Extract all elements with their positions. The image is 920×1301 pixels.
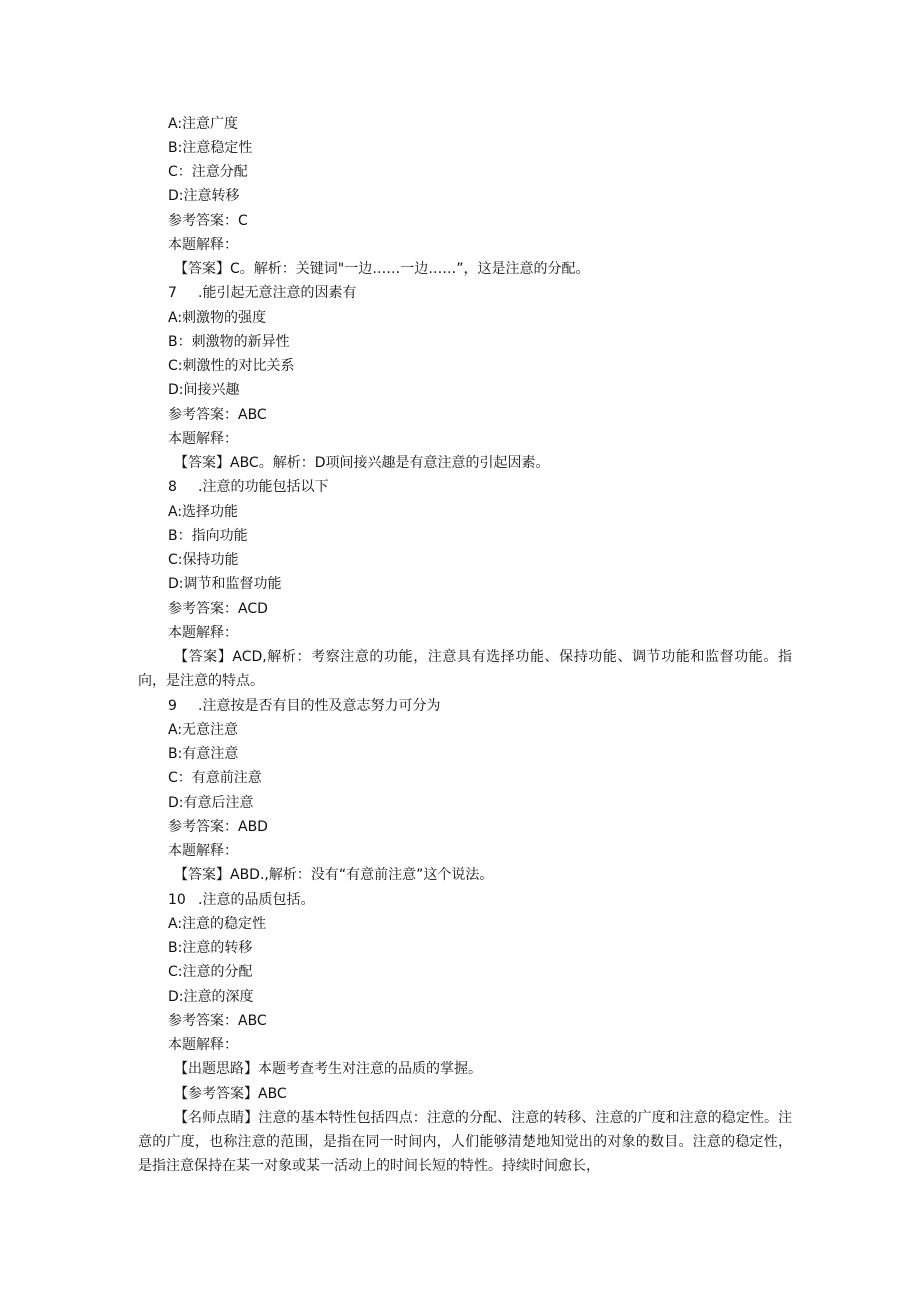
q10-explain-label: 本题解释：: [168, 1037, 238, 1053]
q9-option-a: A:无意注意: [168, 722, 239, 738]
q7-stem: [168, 284, 356, 302]
q8-explanation: 【答案】ACD,解析：考察注意的功能，注意具有选择功能、保持功能、调节功能和监督功能。指向，是注意的特点。: [138, 649, 792, 689]
q7-option-b: B：刺激物的新异性: [168, 334, 290, 350]
q8-option-c: C:保持功能: [168, 552, 239, 568]
q9-stem: [168, 697, 440, 715]
q9-answer: 参考答案：ABD: [168, 819, 268, 835]
q7-explain-label: 本题解释：: [168, 431, 238, 447]
q10-option-d: D:注意的深度: [168, 989, 254, 1005]
q9-stem-text: .注意按是否有目的性及意志努力可分为: [198, 698, 441, 714]
q7-option-a: A:刺激物的强度: [168, 310, 267, 326]
q10-answer: 参考答案：ABC: [168, 1013, 267, 1029]
q7-number: 7: [168, 285, 177, 301]
q10-idea: 【出题思路】本题考查考生对注意的品质的掌握。: [174, 1061, 482, 1077]
q8-answer: 参考答案：ACD: [168, 601, 268, 617]
q9-explanation: 【答案】ABD.,解析：没有“有意前注意”这个说法。: [174, 867, 494, 883]
q10-stem-text: .注意的品质包括。: [198, 892, 315, 908]
q8-option-a: A:选择功能: [168, 504, 239, 520]
q8-stem-text: .注意的功能包括以下: [198, 479, 329, 495]
q8-explain-label: 本题解释：: [168, 625, 238, 641]
q7-stem-text: .能引起无意注意的因素有: [198, 285, 357, 301]
q10-option-b: B:注意的转移: [168, 940, 253, 956]
q10-ref-answer: 【参考答案】ABC: [174, 1086, 287, 1102]
q7-option-c: C:刺激性的对比关系: [168, 358, 295, 374]
q6-option-b: B:注意稳定性: [168, 140, 253, 156]
q10-option-a: A:注意的稳定性: [168, 916, 267, 932]
q6-answer: 参考答案：C: [168, 213, 248, 229]
q8-number: 8: [168, 479, 177, 495]
q7-answer: 参考答案：ABC: [168, 407, 267, 423]
q6-option-a: A:注意广度: [168, 116, 239, 132]
q8-option-b: B：指向功能: [168, 528, 248, 544]
q7-explanation: 【答案】ABC。解析：D项间接兴趣是有意注意的引起因素。: [174, 455, 550, 471]
q8-stem: [168, 478, 328, 496]
q10-number: 10: [168, 892, 186, 908]
q8-option-d: D:调节和监督功能: [168, 576, 282, 592]
q9-option-c: C：有意前注意: [168, 770, 262, 786]
q9-explain-label: 本题解释：: [168, 843, 238, 859]
q9-number: 9: [168, 698, 177, 714]
q7-option-d: D:间接兴趣: [168, 382, 240, 398]
q6-explanation: 【答案】C。解析：关键词"一边……一边……”，这是注意的分配。: [174, 261, 590, 277]
q9-option-d: D:有意后注意: [168, 795, 254, 811]
q6-option-d: D:注意转移: [168, 188, 240, 204]
q9-option-b: B:有意注意: [168, 746, 239, 762]
q10-stem: [168, 891, 314, 909]
q10-option-c: C:注意的分配: [168, 964, 253, 980]
q10-tip: 【名师点睛】注意的基本特性包括四点：注意的分配、注意的转移、注意的广度和注意的稳定性。注意的广度，也称注意的范围，是指在同一时间内，人们能够清楚地知觉出的对象的数目。注意的稳定性，是指注意保持在某一对象或某一活动上的时间长短的特性。持续时间愈长，: [138, 1110, 792, 1174]
q6-option-c: C：注意分配: [168, 164, 248, 180]
q6-explain-label: 本题解释：: [168, 237, 238, 253]
